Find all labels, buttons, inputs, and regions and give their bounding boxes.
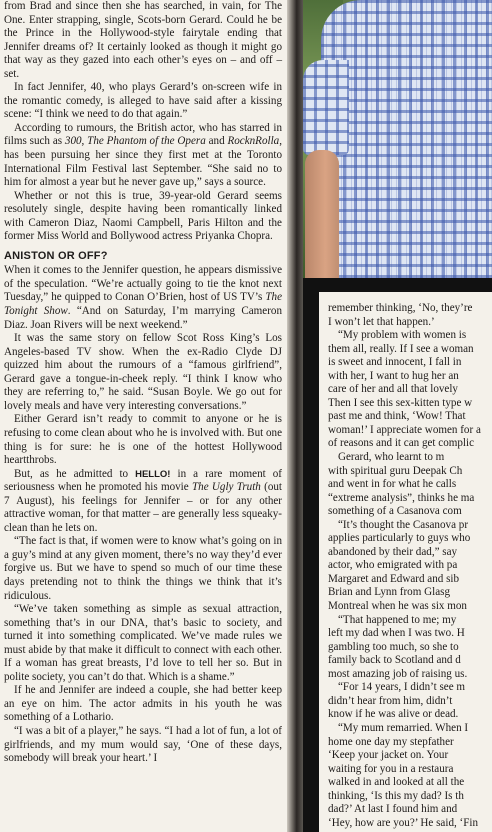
text-line: is sweet and innocent, I fall in [328, 356, 462, 369]
arm [305, 150, 339, 278]
paragraph: “We’ve taken something as simple as sexual attraction, something that’s in our DNA, that’s basic to society, and turned it into something complicated. We’ve made rules we must abide by that make it difficult to connect with each other. If a woman has great breasts, I’d love to tell her so. But in polite society, you can’t do that. Which is a shame.” [4, 603, 282, 683]
text-line: “My problem with women is [338, 329, 467, 342]
paragraph: In fact Jennifer, 40, who plays Gerard’s on-screen wife in the romantic comedy, is alleged to have said after a kissing scene: “I think we need to do that again.” [4, 81, 282, 121]
shirt-sleeve [303, 60, 349, 155]
paragraph: According to rumours, the British actor, who has starred in films such as 300, The Phantom of the Opera and RocknRolla, has been pursuing her since they first met at the Toronto International Film Festival last September. “She said no to him for almost a year but he never gave up,” says a source. [4, 121, 283, 189]
text-line: ‘Hey, how are you?’ He said, ‘Fin [328, 816, 479, 829]
text-line: of reasons and it can get complic [328, 437, 475, 450]
text-line: something of a Casanova com [328, 505, 462, 518]
text-line: woman!’ I appreciate women for a [328, 423, 481, 436]
paragraph: But, as he admitted to HELLO! in a rare moment of seriousness when he promoted his movie The Ugly Truth (out 7 August), his feelings for Jennifer – or for any other attractive woman, for that matter – are generally less squeaky-clean than he lets on. [4, 467, 282, 534]
text-line: Brian and Lynn from Glasg [328, 586, 451, 599]
text-line: Then I see this sex-kitten type w [328, 396, 473, 409]
text-line: know if he was alive or dead. [328, 708, 459, 721]
text-line: I won’t let that happen.’ [328, 315, 435, 328]
text-line: actor, who emigrated with pa [328, 559, 458, 572]
paragraph: When it comes to the Jennifer question, he appears dismissive of the speculation. “We’re actually going to tie the knot next Tuesday,” he quipped to Conan O’Brien, host of US TV’s The Tonight Show. “And on Saturday, I’m marrying Cameron Diaz. Joan Rivers will be next weekend.” [4, 264, 282, 331]
portrait-photo [303, 0, 492, 278]
text-line: remember thinking, ‘No, they’re [328, 302, 473, 314]
text-line: with spiritual guru Deepak Ch [328, 464, 463, 477]
text-line: “My mum remarried. When I [338, 721, 469, 734]
text-line: left my dad when I was two. H [328, 627, 465, 640]
text-line: “It’s thought the Casanova pr [338, 518, 469, 531]
text-line: “extreme analysis”, thinks he ma [328, 491, 475, 504]
paragraph: Whether or not this is true, 39-year-old Gerard seems resolutely single, despite having been romantically linked with Cameron Diaz, Naomi Campbell, Paris Hilton and the former Miss World and Bollywood actress Priyanka Chopra. [4, 189, 282, 243]
article-column-right [328, 302, 492, 830]
page-gutter [287, 0, 303, 832]
right-page [303, 0, 492, 832]
text-line: Montreal when he was six mon [328, 600, 467, 613]
text-line: care of her and all that lovely [328, 383, 458, 396]
paragraph: “I was a bit of a player,” he says. “I had a lot of fun, a lot of girlfriends, and my mum would say, ‘One of these days, somebody will break your heart.’ I [4, 724, 282, 765]
text-line: home one day my stepfather [328, 735, 454, 748]
paragraph: It was the same story on fellow Scot Ross King’s Los Angeles-based TV show. When the ex-Radio Clyde DJ quizzed him about the rumours of a “famous girlfriend”, Gerard gave a tongue-in-cheek reply. “I think I know who they are referring to,” he said. “Susan Boyle. We go out for lovely meals and have very interesting conversations.” [4, 332, 282, 412]
text-line: dad?’ At last I found him and [328, 803, 458, 816]
text-line: thinking, ‘Is this my dad? Is th [328, 789, 464, 802]
paragraph: If he and Jennifer are indeed a couple, she had better keep an eye on him. The actor admits in his youth he was something of a Lothario. [4, 684, 282, 724]
text-line: walked in and looked at all the [328, 776, 465, 789]
text-line: Gerard, who learnt to m [338, 451, 445, 464]
paragraph: Either Gerard isn’t ready to commit to anyone or he is refusing to come clean about who he is involved with. But one thing is for sure: he is one of the hottest Hollywood heartthrobs. [4, 413, 282, 467]
text-line: with her, I want to hug her an [328, 369, 459, 382]
magazine-brand: HELLO! [135, 468, 171, 480]
text-line: gambling too much, so she to [328, 640, 459, 653]
text-line: “For 14 years, I didn’t see m [338, 681, 466, 694]
paragraph: from Brad and since then she has searched, in vain, for The One. Enter strapping, single, Scots-born Gerard. Could he be the Prince in the Hollywood-style fairytale ending that Jennifer dreams of? It certainly looked as though it might go that way as they gazed into each other’s eyes on – and off – set. [4, 0, 282, 80]
article-box [319, 292, 492, 832]
text-line: family back to Scotland and d [328, 654, 461, 667]
text-line: didn’t hear from him, didn’t [328, 694, 453, 707]
section-heading: ANISTON OR OFF? [4, 249, 108, 262]
paragraph: “The fact is that, if women were to know what’s going on in a guy’s mind at any given moment, there’s no way they’d ever forgive us. But we have to spend so much of our time these days pretending not to think the things we think that it’s ridiculous. [4, 535, 282, 602]
text-line: “That happened to me; my [338, 613, 457, 626]
text-line: Margaret and Edward and sib [328, 572, 460, 585]
text-line: past me and think, ‘Wow! That [328, 410, 466, 423]
text-line: them all, really. If I see a woman [328, 342, 474, 355]
text-line: waiting for you in a restaura [328, 762, 454, 775]
text-line: abandoned by their dad,” say [328, 545, 458, 558]
text-line: and went in for what he calls [328, 478, 457, 491]
article-column-left [4, 0, 282, 766]
text-line: applies particularly to guys who [328, 532, 471, 545]
text-line: ‘Keep your jacket on. Your [328, 749, 449, 762]
text-line: most amazing job of raising us. [328, 667, 468, 680]
